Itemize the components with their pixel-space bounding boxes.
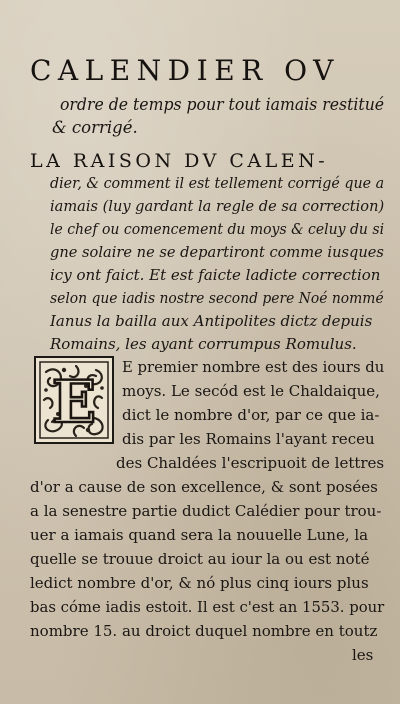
svg-text:E: E: [51, 368, 97, 436]
section-heading: LA RAISON DV CALEN-: [30, 150, 329, 172]
italic-line: iamais (luy gardant la regle de sa correction): [50, 197, 385, 215]
body-line: d'or a cause de son excellence, & sont posées: [30, 478, 378, 496]
body-line: des Chaldées l'escripuoit de lettres: [116, 454, 385, 472]
subtitle-line-1: ordre de temps pour tout iamais restitué: [60, 95, 385, 114]
running-head: CALENDIER OV: [30, 54, 340, 87]
subtitle-line-2: & corrigé.: [52, 118, 138, 137]
body-line: quelle se trouue droict au iour la ou est noté: [30, 550, 370, 568]
body-line: ledict nombre d'or, & nó plus cinq iours plus: [30, 574, 369, 592]
body-line: moys. Le secód est le Chaldaique,: [122, 382, 380, 400]
body-line: dis par les Romains l'ayant receu: [122, 430, 375, 448]
italic-line: dier, & comment il est tellement corrigé que a: [50, 174, 385, 192]
body-line: uer a iamais quand sera la nouuelle Lune, la: [30, 526, 369, 544]
italic-line: le chef ou comencement du moys & celuy du si: [50, 220, 385, 238]
italic-line: Ianus la bailla aux Antipolites dictz depuis: [50, 312, 373, 330]
body-line: a la senestre partie dudict Calédier pour trou-: [30, 502, 382, 520]
body-line: dict le nombre d'or, par ce que ia-: [122, 406, 380, 424]
body-line: nombre 15. au droict duquel nombre en toutz: [30, 622, 378, 640]
body-line: E premier nombre est des iours du: [122, 358, 385, 376]
catchword: les: [352, 646, 374, 664]
ornamented-initial-e-icon: [34, 356, 114, 444]
italic-line: icy ont faict. Et est faicte ladicte correction: [50, 266, 381, 284]
body-line: bas cóme iadis estoit. Il est c'est an 1553. pour: [30, 598, 385, 616]
italic-line: selon que iadis nostre second pere Noé nommé: [50, 289, 384, 307]
italic-line: gne solaire ne se departiront comme iusques: [50, 243, 384, 261]
italic-line: Romains, les ayant corrumpus Romulus.: [50, 335, 357, 353]
